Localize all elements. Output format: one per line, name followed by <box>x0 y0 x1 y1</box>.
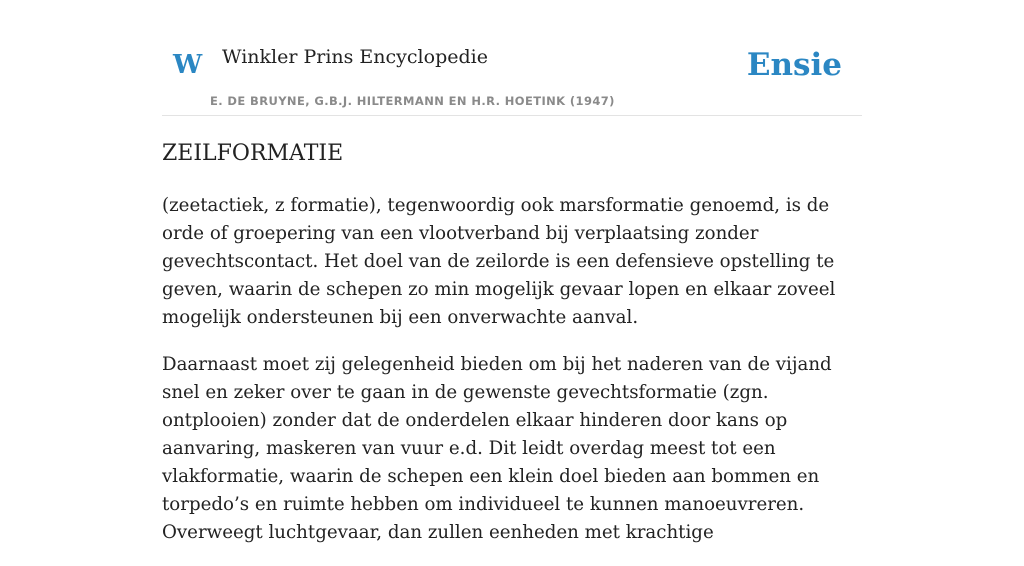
article-body <box>162 192 866 566</box>
article-paragraph-2: Daarnaast moet zij gelegenheid bieden om bij het naderen van de vijand snel en zeker over te gaan in de gewenste gevechtsformatie (zgn. ontplooien) zonder dat de onderdelen elkaar hinderen door kans op aanvaring, maskeren van vuur e.d. Dit leidt overdag meest tot een vlakformatie, waarin de schepen een klein doel bieden aan bommen en torpedo’s en ruimte hebben om individueel te kunnen manoeuvreren. Overweegt luchtgevaar, dan zullen eenheden met krachtige <box>162 354 832 543</box>
publication-authors: E. DE BRUYNE, G.B.J. HILTERMANN EN H.R. HOETINK (1947) <box>210 94 615 108</box>
publication-title[interactable]: Winkler Prins Encyclopedie <box>222 46 488 68</box>
article-title: ZEILFORMATIE <box>162 141 344 166</box>
winkler-prins-logo-icon[interactable]: W <box>173 50 203 80</box>
ensie-brand-logo[interactable]: Ensie <box>746 47 842 83</box>
article-paragraph-1: (zeetactiek, z formatie), tegenwoordig ook marsformatie genoemd, is de orde of groepering van een vlootverband bij verplaatsing zonder gevechtscontact. Het doel van de zeilorde is een defensieve opstelling te geven, waarin de schepen zo min mogelijk gevaar lopen en elkaar zoveel mogelijk ondersteunen bij een onverwachte aanval. <box>162 195 836 328</box>
site-header <box>162 38 862 116</box>
